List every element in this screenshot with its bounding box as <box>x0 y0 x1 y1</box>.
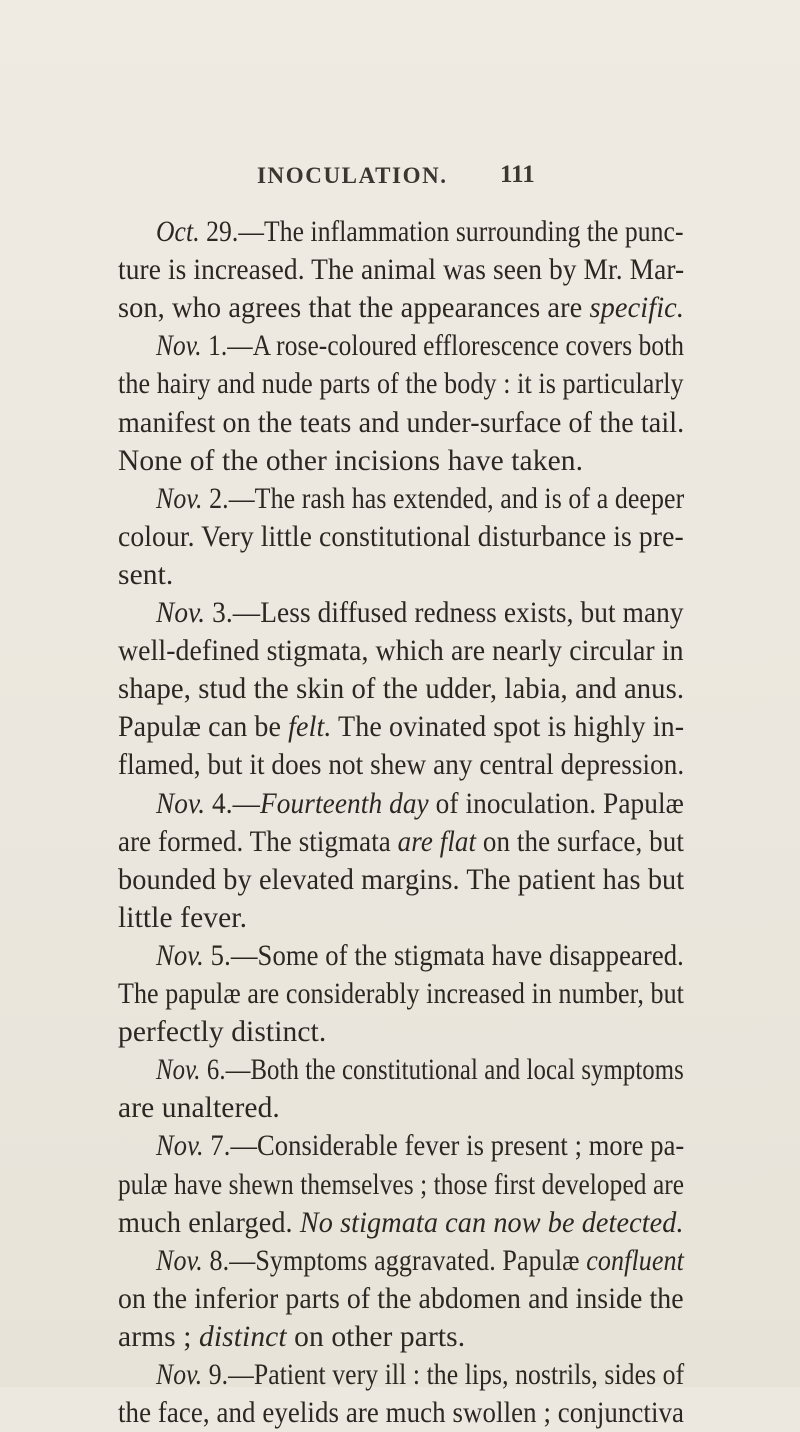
text-line: Nov. 6.—Both the constitutional and local symptoms <box>156 1054 684 1087</box>
text-line: Nov. 9.—Patient very ill : the lips, nostrils, sides of <box>156 1359 685 1391</box>
text-line: Nov. 3.—Less diffused redness exists, but many <box>156 597 684 629</box>
text-line: arms ; distinct on other parts. <box>118 1320 466 1353</box>
text-line: Nov. 7.—Considerable fever is present ; more pa- <box>156 1130 685 1163</box>
text-line: None of the other incisions have taken. <box>118 444 584 477</box>
text-line: The papulæ are considerably increased in number, but <box>118 978 684 1010</box>
text-line: manifest on the teats and under-surface of the tail. <box>118 406 685 439</box>
text-line: Nov. 1.—A rose-coloured efflorescence covers both <box>156 330 685 363</box>
text-line: perfectly distinct. <box>118 1016 327 1049</box>
text-line: the hairy and nude parts of the body : it is particularly <box>118 368 684 401</box>
text-line: ture is increased. The animal was seen by Mr. Mar- <box>118 254 685 287</box>
text-line: son, who agrees that the appearances are specific. <box>118 292 685 325</box>
text-line: pulæ have shewn themselves ; those first developed are <box>118 1168 685 1201</box>
text-line: Oct. 29.—The inflammation surrounding the punc- <box>156 216 684 248</box>
text-line: on the inferior parts of the abdomen and inside the <box>118 1282 684 1315</box>
text-line: colour. Very little constitutional disturbance is pre- <box>118 520 684 553</box>
text-line: Nov. 2.—The rash has extended, and is of a deeper <box>156 482 685 515</box>
text-line: the face, and eyelids are much swollen ; conjunctiva <box>118 1397 685 1430</box>
text-line: well-defined stigmata, which are nearly circular in <box>118 635 684 668</box>
running-title: INOCULATION. <box>257 163 448 188</box>
page-number: 111 <box>500 161 535 188</box>
text-line: Nov. 4.—Fourteenth day of inoculation. Papulæ <box>156 787 684 820</box>
text-line: are formed. The stigmata are flat on the surface, but <box>118 825 684 858</box>
text-line: Papulæ can be felt. The ovinated spot is highly in- <box>118 711 685 744</box>
text-line: shape, stud the skin of the udder, labia, and anus. <box>118 673 685 706</box>
text-line: Nov. 8.—Symptoms aggravated. Papulæ confluent <box>156 1244 684 1277</box>
text-line: much enlarged. No stigmata can now be detected. <box>118 1206 684 1239</box>
text-line: bounded by elevated margins. The patient has but <box>118 863 685 896</box>
text-line: sent. <box>118 558 174 591</box>
text-line: are unaltered. <box>118 1092 280 1125</box>
text-line: little fever. <box>118 901 248 934</box>
text-line: flamed, but it does not shew any central depression. <box>118 749 685 782</box>
running-head <box>0 163 800 193</box>
text-line: Nov. 5.—Some of the stigmata have disappeared. <box>156 939 684 972</box>
